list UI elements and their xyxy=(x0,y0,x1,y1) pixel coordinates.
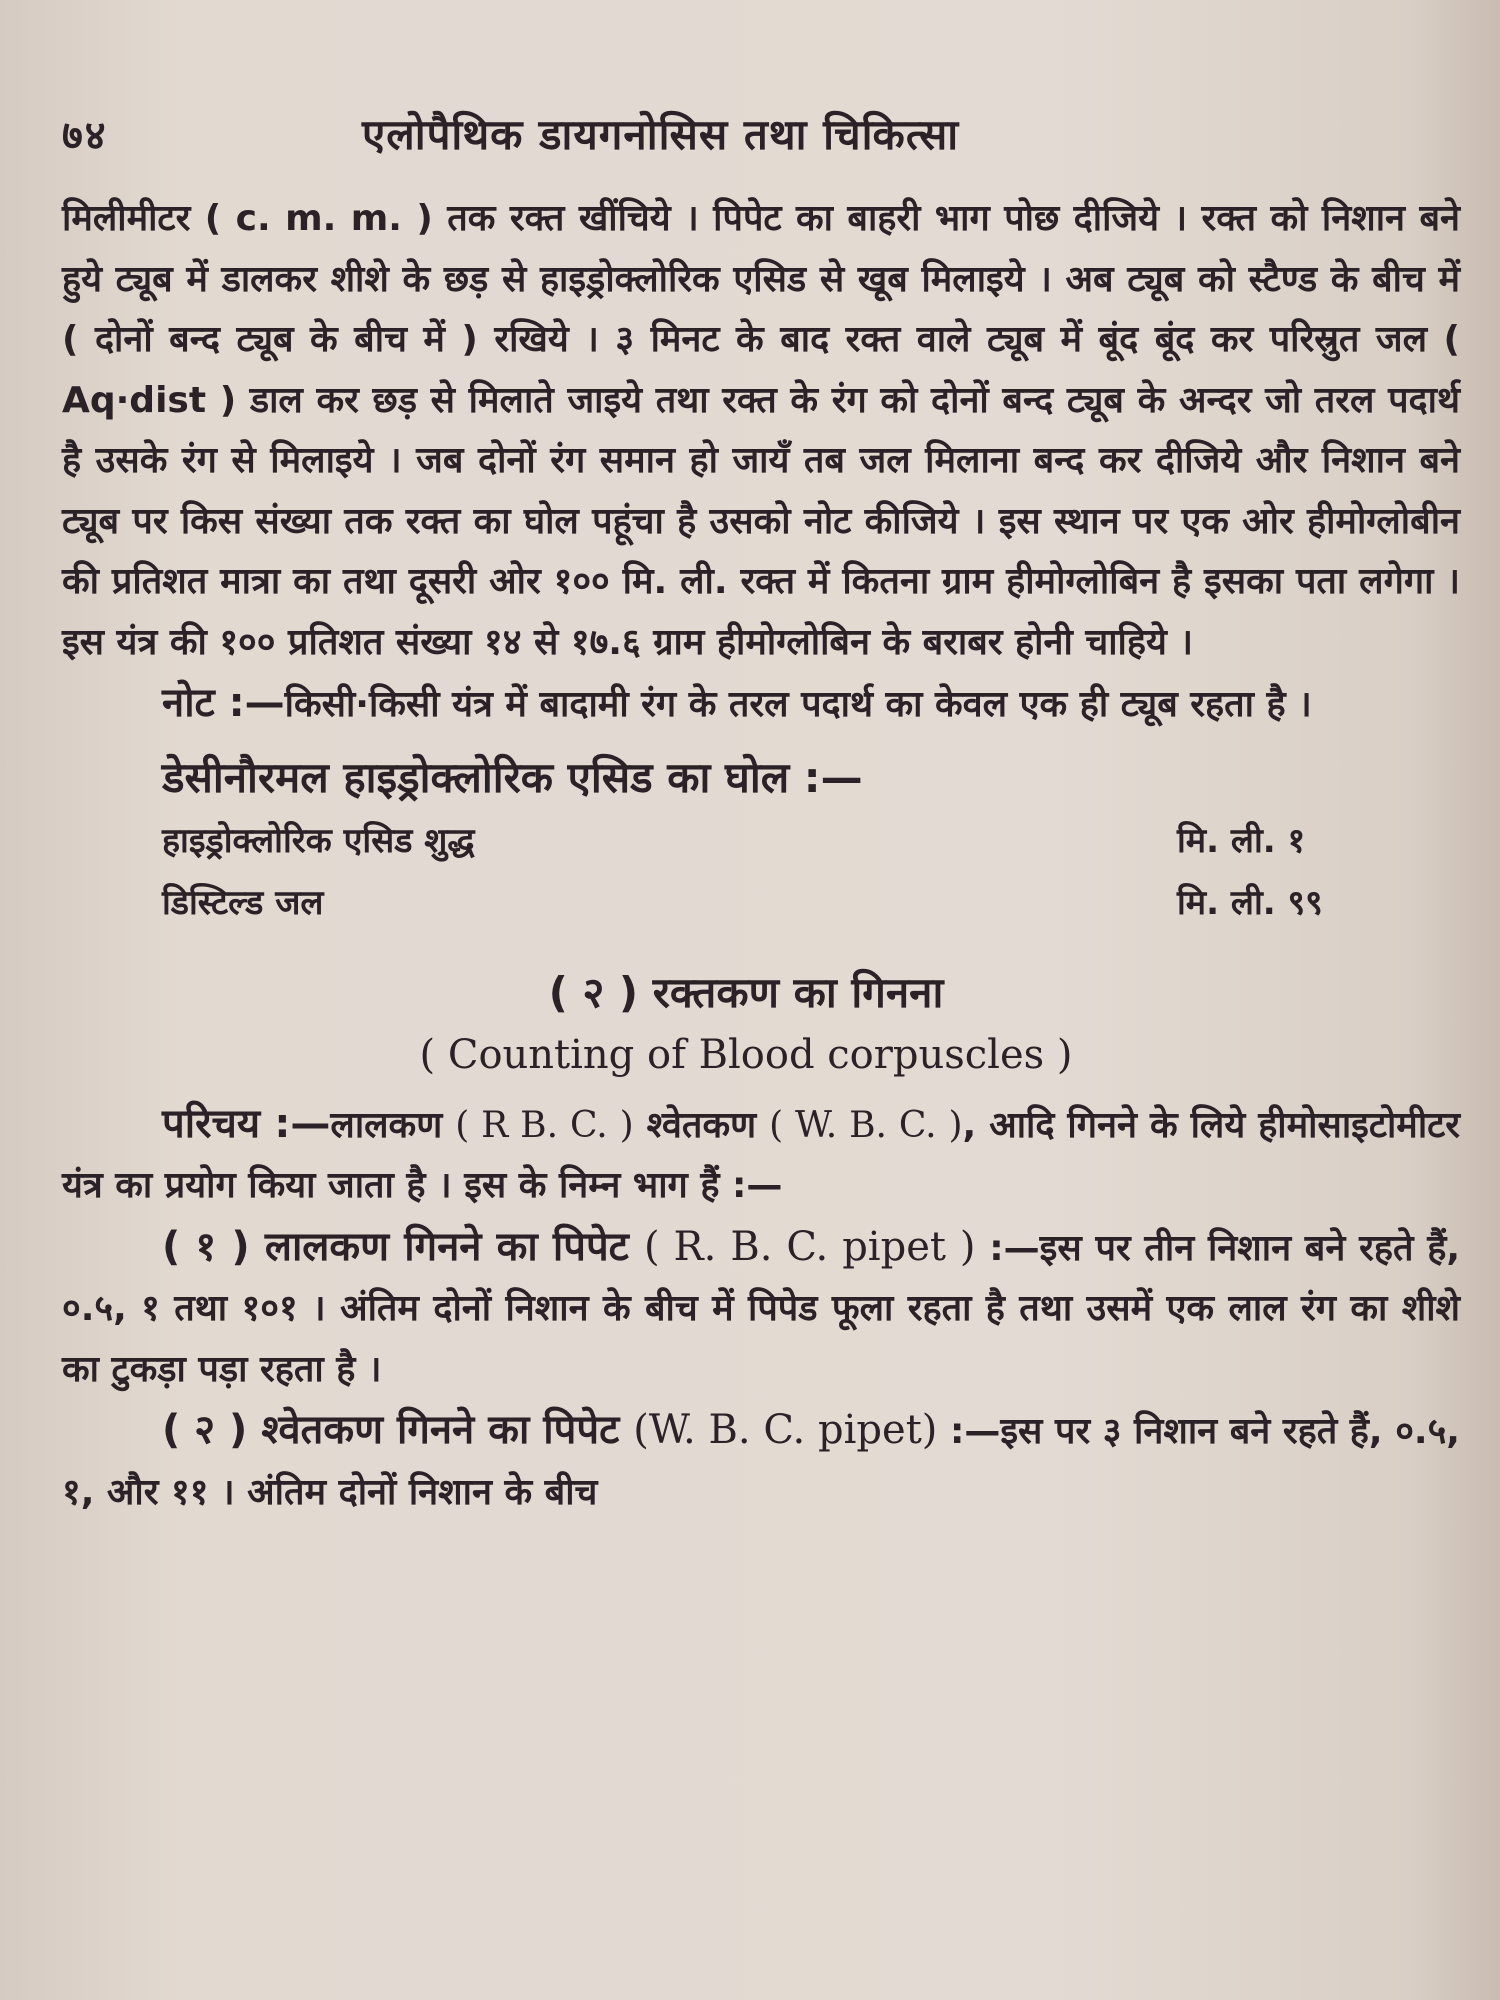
formula-quantity: मि. ली. १ xyxy=(1177,820,1306,861)
wbc-pipet-latin: (W. B. C. pipet) xyxy=(633,1407,938,1453)
intro-text-c: , आदि गिनने के लिये हीमोसाइटोमीटर यंत्र का प्रयोग किया जाता है । इस के निम्न भाग हैं :— xyxy=(62,1104,1461,1206)
formula-row xyxy=(162,872,1387,934)
formula-ingredient: हाइड्रोक्लोरिक एसिड शुद्ध xyxy=(162,820,475,861)
paragraph-note xyxy=(62,673,1460,736)
note-text: किसी·किसी यंत्र में बादामी रंग के तरल पदार्थ का केवल एक ही ट्यूब रहता है । xyxy=(284,684,1312,725)
note-label: नोट :— xyxy=(162,680,285,726)
paragraph-rbc-pipet xyxy=(62,1217,1460,1401)
section-heading-hindi: ( २ ) रक्तकण का गिनना xyxy=(548,967,944,1017)
page-number: ७४ xyxy=(62,113,108,159)
intro-rbc: ( R B. C. ) xyxy=(455,1104,634,1146)
running-title: एलोपैथिक डायगनोसिस तथा चिकित्सा xyxy=(362,110,960,159)
formula-row xyxy=(162,810,1387,872)
paragraph-intro xyxy=(62,1094,1460,1217)
intro-text-a: लालकण xyxy=(330,1104,456,1146)
paragraph-wbc-pipet xyxy=(62,1400,1460,1523)
rbc-pipet-heading: ( १ ) लालकण गिनने का पिपेट xyxy=(162,1223,644,1270)
page-header xyxy=(62,105,1460,175)
intro-wbc: ( W. B. C. ) xyxy=(769,1104,963,1146)
formula-quantity: मि. ली. ९९ xyxy=(1177,882,1323,923)
rbc-pipet-text: इस पर तीन निशान बने रहते हैं, ०.५, १ तथा १०१ । अंतिम दोनों निशान के बीच में पिपेड फूला रहता है तथा उसमें एक लाल रंग का शीशे का टुकड़ा पड़ा रहता है । xyxy=(62,1227,1461,1390)
rbc-pipet-latin: ( R. B. C. pipet ) xyxy=(644,1223,976,1270)
rbc-pipet-dash: :— xyxy=(975,1227,1040,1269)
section-heading-english: ( Counting of Blood corpuscles ) xyxy=(419,1031,1073,1078)
intro-label: परिचय :— xyxy=(162,1100,331,1147)
formula-title: डेसीनौरमल हाइड्रोक्लोरिक एसिड का घोल :— xyxy=(162,752,863,802)
formula-ingredient: डिस्टिल्ड जल xyxy=(162,882,324,923)
wbc-pipet-text: इस पर ३ निशान बने रहते हैं, ०.५, १, और ११ । अंतिम दोनों निशान के बीच xyxy=(62,1411,1460,1513)
intro-text-b: श्वेतकण xyxy=(633,1104,770,1146)
wbc-pipet-heading: ( २ ) श्वेतकण गिनने का पिपेट xyxy=(162,1407,634,1453)
paragraph-procedure: मिलीमीटर ( c. m. m. ) तक रक्त खींचिये । पिपेट का बाहरी भाग पोछ दीजिये । रक्त को निशान बने हुये ट्यूब में डालकर शीशे के छड़ से हाइड्रोक्लोरिक एसिड से खूब मिलाइये । अब ट्यूब को स्टैण्ड के बीच में ( दोनों बन्द ट्यूब के बीच में ) रखिये । ३ मिनट के बाद रक्त वाले ट्यूब में बूंद बूंद कर परिस्रुत जल ( Aq·dist ) डाल कर छड़ से मिलाते जाइये तथा रक्त के रंग को दोनों बन्द ट्यूब के अन्दर जो तरल पदार्थ है उसके रंग से मिलाइये । जब दोनों रंग समान हो जायँ तब जल मिलाना बन्द कर दीजिये और निशान बने ट्यूब पर किस संख्या तक रक्त का घोल पहूंचा है उसको नोट कीजिये । इस स्थान पर एक ओर हीमोग्लोबीन की प्रतिशत मात्रा का तथा दूसरी ओर १०० मि. ली. रक्त में कितना ग्राम हीमोग्लोबिन है इसका पता लगेगा । इस यंत्र की १०० प्रतिशत संख्या १४ से १७.६ ग्राम हीमोग्लोबिन के बराबर होनी चाहिये । xyxy=(62,198,1460,663)
wbc-pipet-dash: :— xyxy=(937,1411,1001,1452)
